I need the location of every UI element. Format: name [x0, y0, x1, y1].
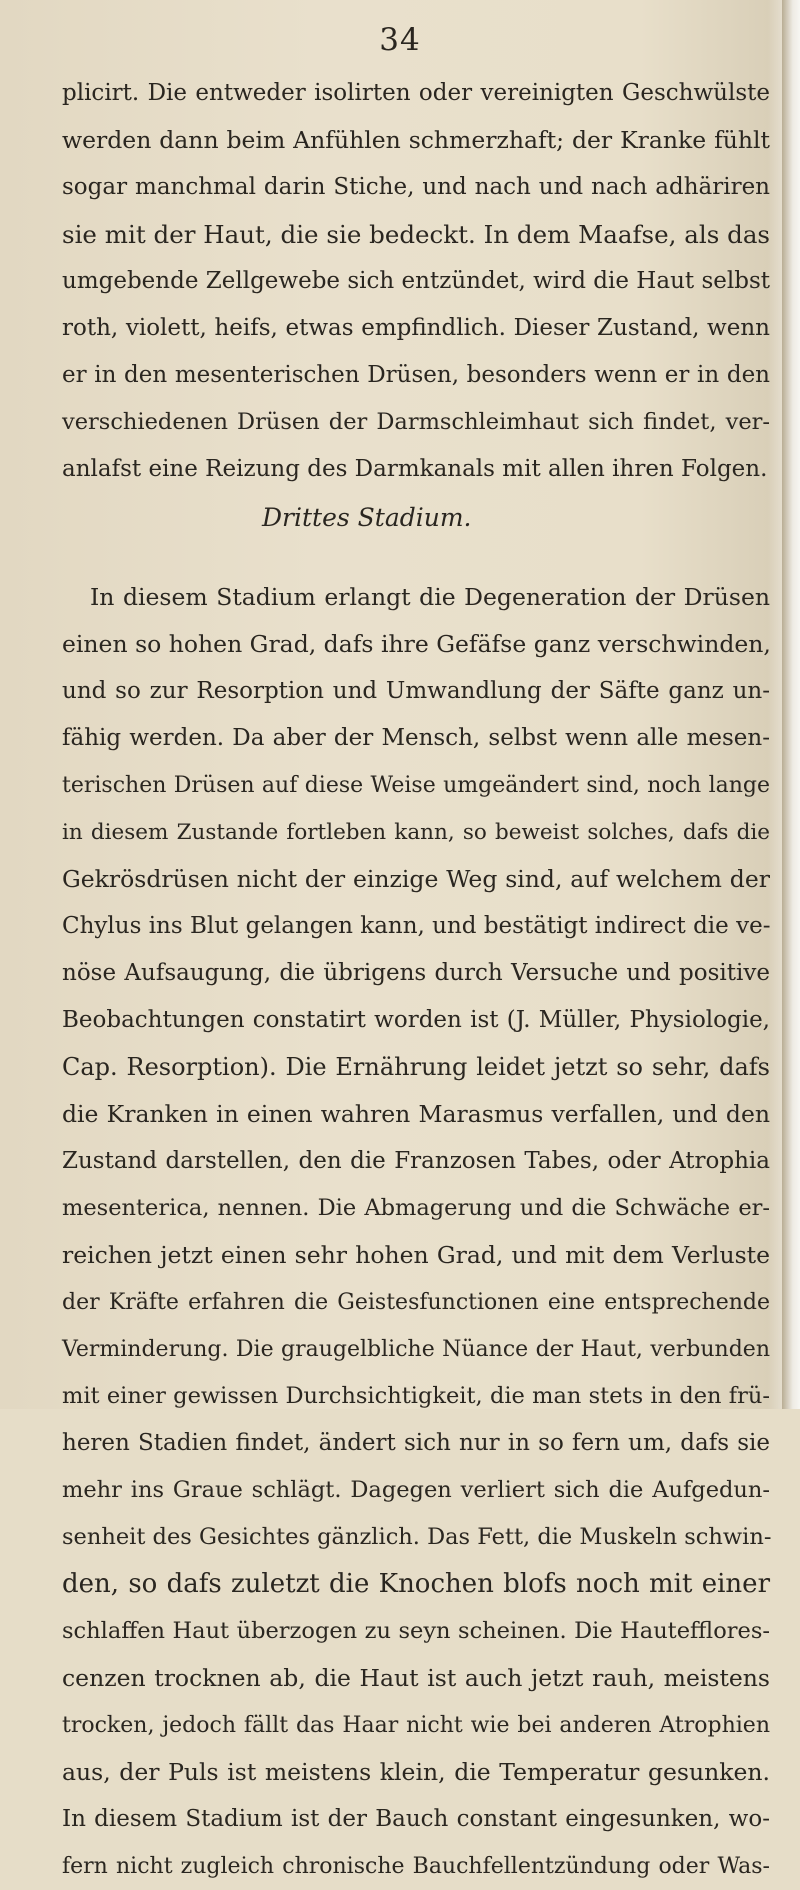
text-line: fern nicht zugleich chronische Bauchfellentzündung oder Was-	[62, 1854, 770, 1879]
text-line: In diesem Stadium ist der Bauch constant eingesunken, wo-	[62, 1806, 770, 1832]
text-line: reichen jetzt einen sehr hohen Grad, und mit dem Verluste	[62, 1241, 770, 1269]
text-line: cenzen trocknen ab, die Haut ist auch jetzt rauh, meistens	[62, 1664, 770, 1692]
text-line: roth, violett, heifs, etwas empfindlich. Dieser Zustand, wenn	[62, 315, 770, 341]
text-line: die Kranken in einen wahren Marasmus verfallen, und den	[62, 1100, 770, 1128]
text-line: anlafst eine Reizung des Darmkanals mit allen ihren Folgen.	[62, 456, 768, 482]
text-line: heren Stadien findet, ändert sich nur in so fern um, dafs sie	[62, 1430, 770, 1456]
text-line: verschiedenen Drüsen der Darmschleimhaut sich findet, ver-	[62, 409, 770, 435]
page-number: 34	[379, 22, 421, 58]
text-line: in diesem Zustande fortleben kann, so beweist solches, dafs die	[62, 820, 770, 845]
paragraph-1	[62, 70, 770, 493]
text-line: Cap. Resorption). Die Ernährung leidet jetzt so sehr, dafs	[62, 1053, 770, 1081]
text-line: mehr ins Graue schlägt. Dagegen verliert sich die Aufgedun-	[62, 1477, 770, 1503]
text-line: plicirt. Die entweder isolirten oder vereinigten Geschwülste	[62, 80, 770, 106]
text-line: mesenterica, nennen. Die Abmagerung und die Schwäche er-	[62, 1195, 770, 1221]
text-line: trocken, jedoch fällt das Haar nicht wie bei anderen Atrophien	[62, 1713, 770, 1738]
text-line: umgebende Zellgewebe sich entzündet, wird die Haut selbst	[62, 268, 770, 294]
text-line: der Kräfte erfahren die Geistesfunctionen eine entsprechende	[62, 1290, 770, 1315]
text-line: den, so dafs zuletzt die Knochen blofs noch mit einer	[62, 1569, 770, 1599]
text-line: er in den mesenterischen Drüsen, besonders wenn er in den	[62, 362, 770, 388]
text-line: sogar manchmal darin Stiche, und nach und nach adhäriren	[62, 174, 770, 200]
text-line: senheit des Gesichtes gänzlich. Das Fett, die Muskeln schwin-	[62, 1524, 772, 1550]
text-line: mit einer gewissen Durchsichtigkeit, die man stets in den frü-	[62, 1383, 770, 1409]
text-line: terischen Drüsen auf diese Weise umgeändert sind, noch lange	[62, 773, 770, 798]
text-line: Chylus ins Blut gelangen kann, und bestätigt indirect die ve-	[62, 913, 771, 939]
page-edge	[782, 0, 800, 1409]
section-heading: Drittes Stadium.	[262, 503, 472, 532]
text-line: fähig werden. Da aber der Mensch, selbst wenn alle mesen-	[62, 725, 770, 751]
text-line: einen so hohen Grad, dafs ihre Gefäfse ganz verschwinden,	[62, 630, 771, 658]
text-line: aus, der Puls ist meistens klein, die Temperatur gesunken.	[62, 1758, 770, 1786]
text-line: Verminderung. Die graugelbliche Nüance der Haut, verbunden	[62, 1337, 770, 1362]
paragraph-2	[62, 574, 770, 1890]
text-line: Beobachtungen constatirt worden ist (J. Müller, Physiologie,	[62, 1007, 770, 1033]
text-line: werden dann beim Anfühlen schmerzhaft; der Kranke fühlt	[62, 126, 770, 154]
text-line: und so zur Resorption und Umwandlung der Säfte ganz un-	[62, 678, 770, 704]
text-line: Zustand darstellen, den die Franzosen Tabes, oder Atrophia	[62, 1148, 770, 1174]
text-line: sie mit der Haut, die sie bedeckt. In dem Maafse, als das	[62, 220, 770, 249]
text-line: In diesem Stadium erlangt die Degeneration der Drüsen	[90, 583, 770, 611]
text-line: Gekrösdrüsen nicht der einzige Weg sind, auf welchem der	[62, 865, 770, 893]
text-line: nöse Aufsaugung, die übrigens durch Versuche und positive	[62, 960, 770, 986]
text-line: schlaffen Haut überzogen zu seyn scheinen. Die Hautefflores-	[62, 1618, 770, 1644]
